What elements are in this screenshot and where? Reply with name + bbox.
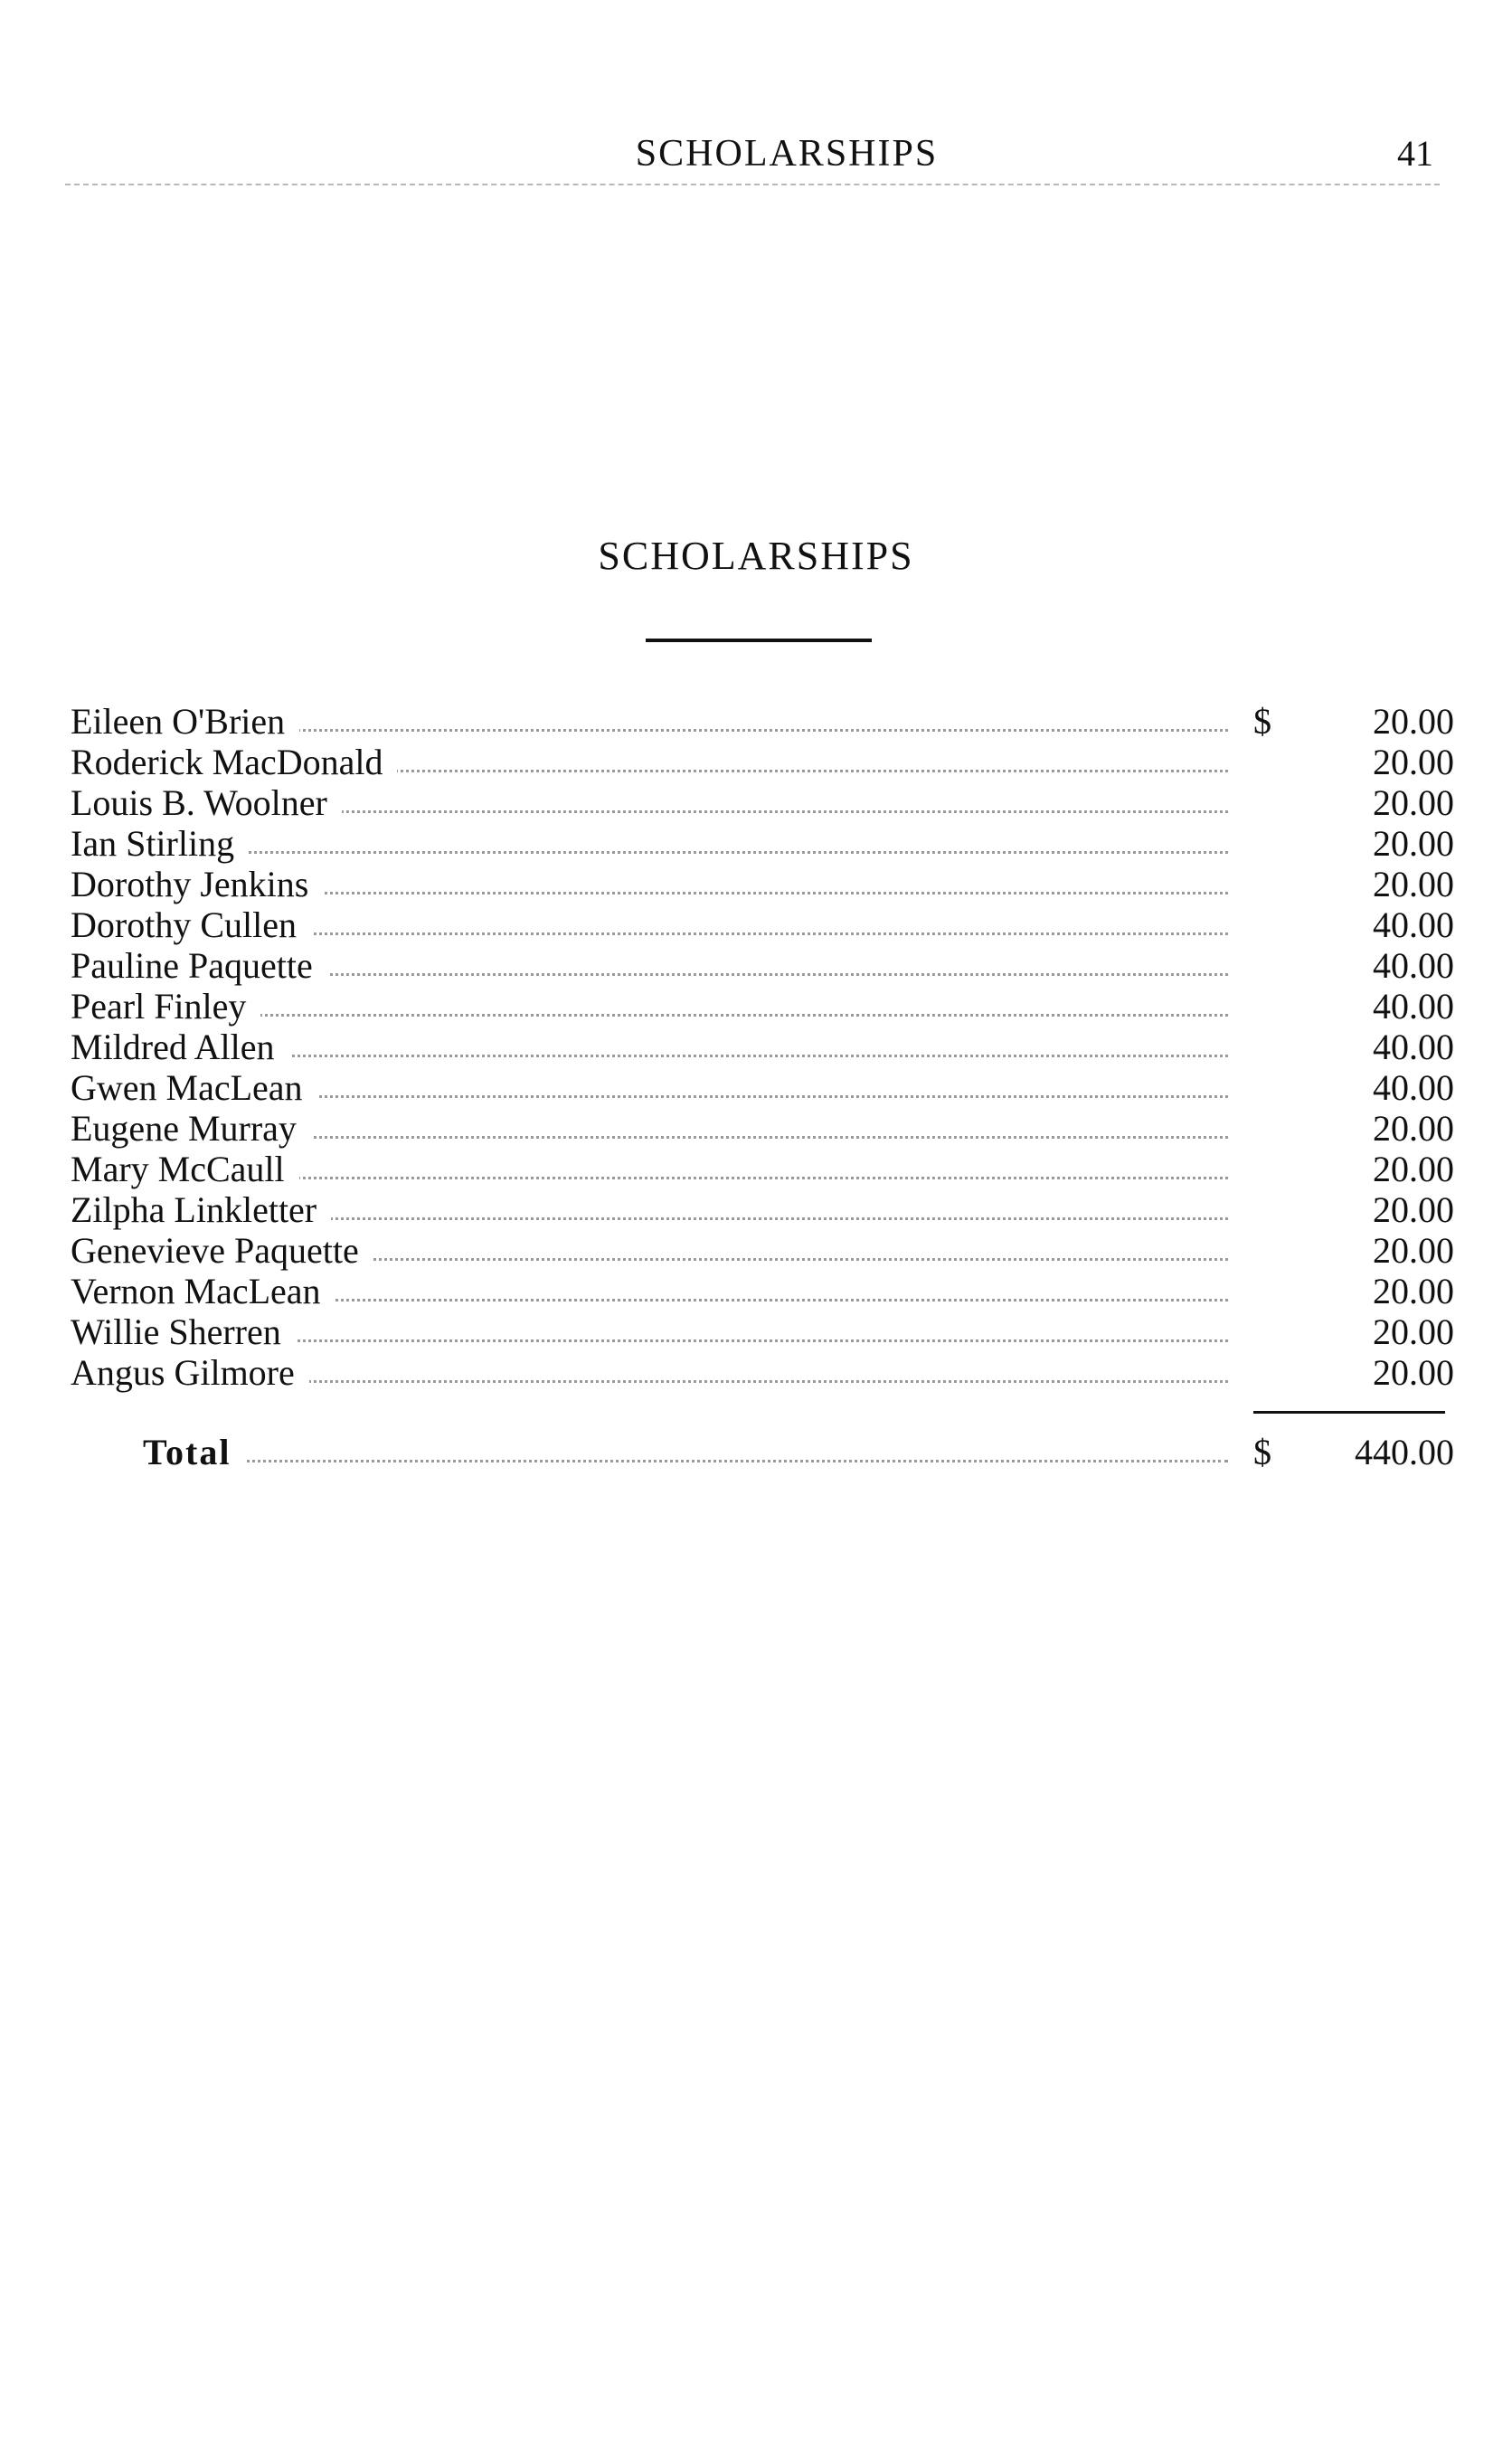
list-item bbox=[71, 742, 1454, 782]
recipient-amount: 20.00 bbox=[1373, 1189, 1454, 1230]
recipient-amount: 20.00 bbox=[1373, 1108, 1454, 1149]
recipient-amount: 40.00 bbox=[1373, 945, 1454, 986]
total-row bbox=[71, 1432, 1454, 1472]
recipient-amount: 20.00 bbox=[1373, 1271, 1454, 1311]
recipient-name: Pearl Finley bbox=[71, 986, 260, 1027]
list-item bbox=[71, 1352, 1454, 1393]
recipient-name: Mildred Allen bbox=[71, 1027, 289, 1067]
recipient-amount: 40.00 bbox=[1373, 904, 1454, 945]
section-title: SCHOLARSHIPS bbox=[598, 534, 914, 578]
title-underline bbox=[646, 639, 872, 642]
recipient-name: Dorothy Cullen bbox=[71, 904, 311, 945]
recipient-amount: 40.00 bbox=[1373, 986, 1454, 1027]
recipient-name: Genevieve Paquette bbox=[71, 1230, 373, 1271]
recipient-amount: 20.00 bbox=[1373, 742, 1454, 782]
recipient-name: Louis B. Woolner bbox=[71, 782, 342, 823]
recipient-amount: 20.00 bbox=[1373, 1149, 1454, 1189]
total-label: Total bbox=[143, 1432, 245, 1472]
list-item bbox=[71, 1149, 1454, 1189]
total-amount: 440.00 bbox=[1355, 1432, 1454, 1472]
list-item bbox=[71, 1067, 1454, 1108]
recipient-name: Vernon MacLean bbox=[71, 1271, 335, 1311]
recipient-name: Pauline Paquette bbox=[71, 945, 327, 986]
currency-symbol: $ bbox=[1253, 701, 1271, 742]
running-title: SCHOLARSHIPS bbox=[635, 133, 939, 175]
list-item bbox=[71, 1027, 1454, 1067]
list-item bbox=[71, 904, 1454, 945]
recipient-amount: 20.00 bbox=[1373, 823, 1454, 864]
recipient-name: Eugene Murray bbox=[71, 1108, 311, 1149]
list-item bbox=[71, 1189, 1454, 1230]
sum-rule bbox=[1253, 1411, 1445, 1414]
list-item bbox=[71, 823, 1454, 864]
list-item bbox=[71, 1230, 1454, 1271]
recipient-name: Dorothy Jenkins bbox=[71, 864, 323, 904]
page-number: 41 bbox=[1397, 133, 1433, 174]
list-item bbox=[71, 1108, 1454, 1149]
header-rule bbox=[65, 184, 1440, 185]
recipient-amount: 20.00 bbox=[1373, 701, 1454, 742]
recipient-amount: 20.00 bbox=[1373, 1311, 1454, 1352]
recipient-name: Mary McCaull bbox=[71, 1149, 299, 1189]
list-item bbox=[71, 864, 1454, 904]
total-currency-symbol: $ bbox=[1253, 1432, 1271, 1472]
recipient-name: Ian Stirling bbox=[71, 823, 249, 864]
recipient-name: Roderick MacDonald bbox=[71, 742, 397, 782]
list-item bbox=[71, 945, 1454, 986]
list-item bbox=[71, 1271, 1454, 1311]
recipient-name: Angus Gilmore bbox=[71, 1352, 309, 1393]
running-header bbox=[0, 127, 1512, 181]
scholarship-list bbox=[71, 701, 1454, 1393]
list-item bbox=[71, 701, 1454, 742]
recipient-name: Gwen MacLean bbox=[71, 1067, 317, 1108]
recipient-name: Willie Sherren bbox=[71, 1311, 296, 1352]
list-item bbox=[71, 1311, 1454, 1352]
recipient-amount: 40.00 bbox=[1373, 1067, 1454, 1108]
recipient-name: Zilpha Linkletter bbox=[71, 1189, 331, 1230]
recipient-name: Eileen O'Brien bbox=[71, 701, 299, 742]
recipient-amount: 20.00 bbox=[1373, 1352, 1454, 1393]
recipient-amount: 20.00 bbox=[1373, 782, 1454, 823]
list-item bbox=[71, 986, 1454, 1027]
recipient-amount: 20.00 bbox=[1373, 1230, 1454, 1271]
dot-leader bbox=[143, 1460, 1228, 1462]
recipient-amount: 20.00 bbox=[1373, 864, 1454, 904]
recipient-amount: 40.00 bbox=[1373, 1027, 1454, 1067]
list-item bbox=[71, 782, 1454, 823]
